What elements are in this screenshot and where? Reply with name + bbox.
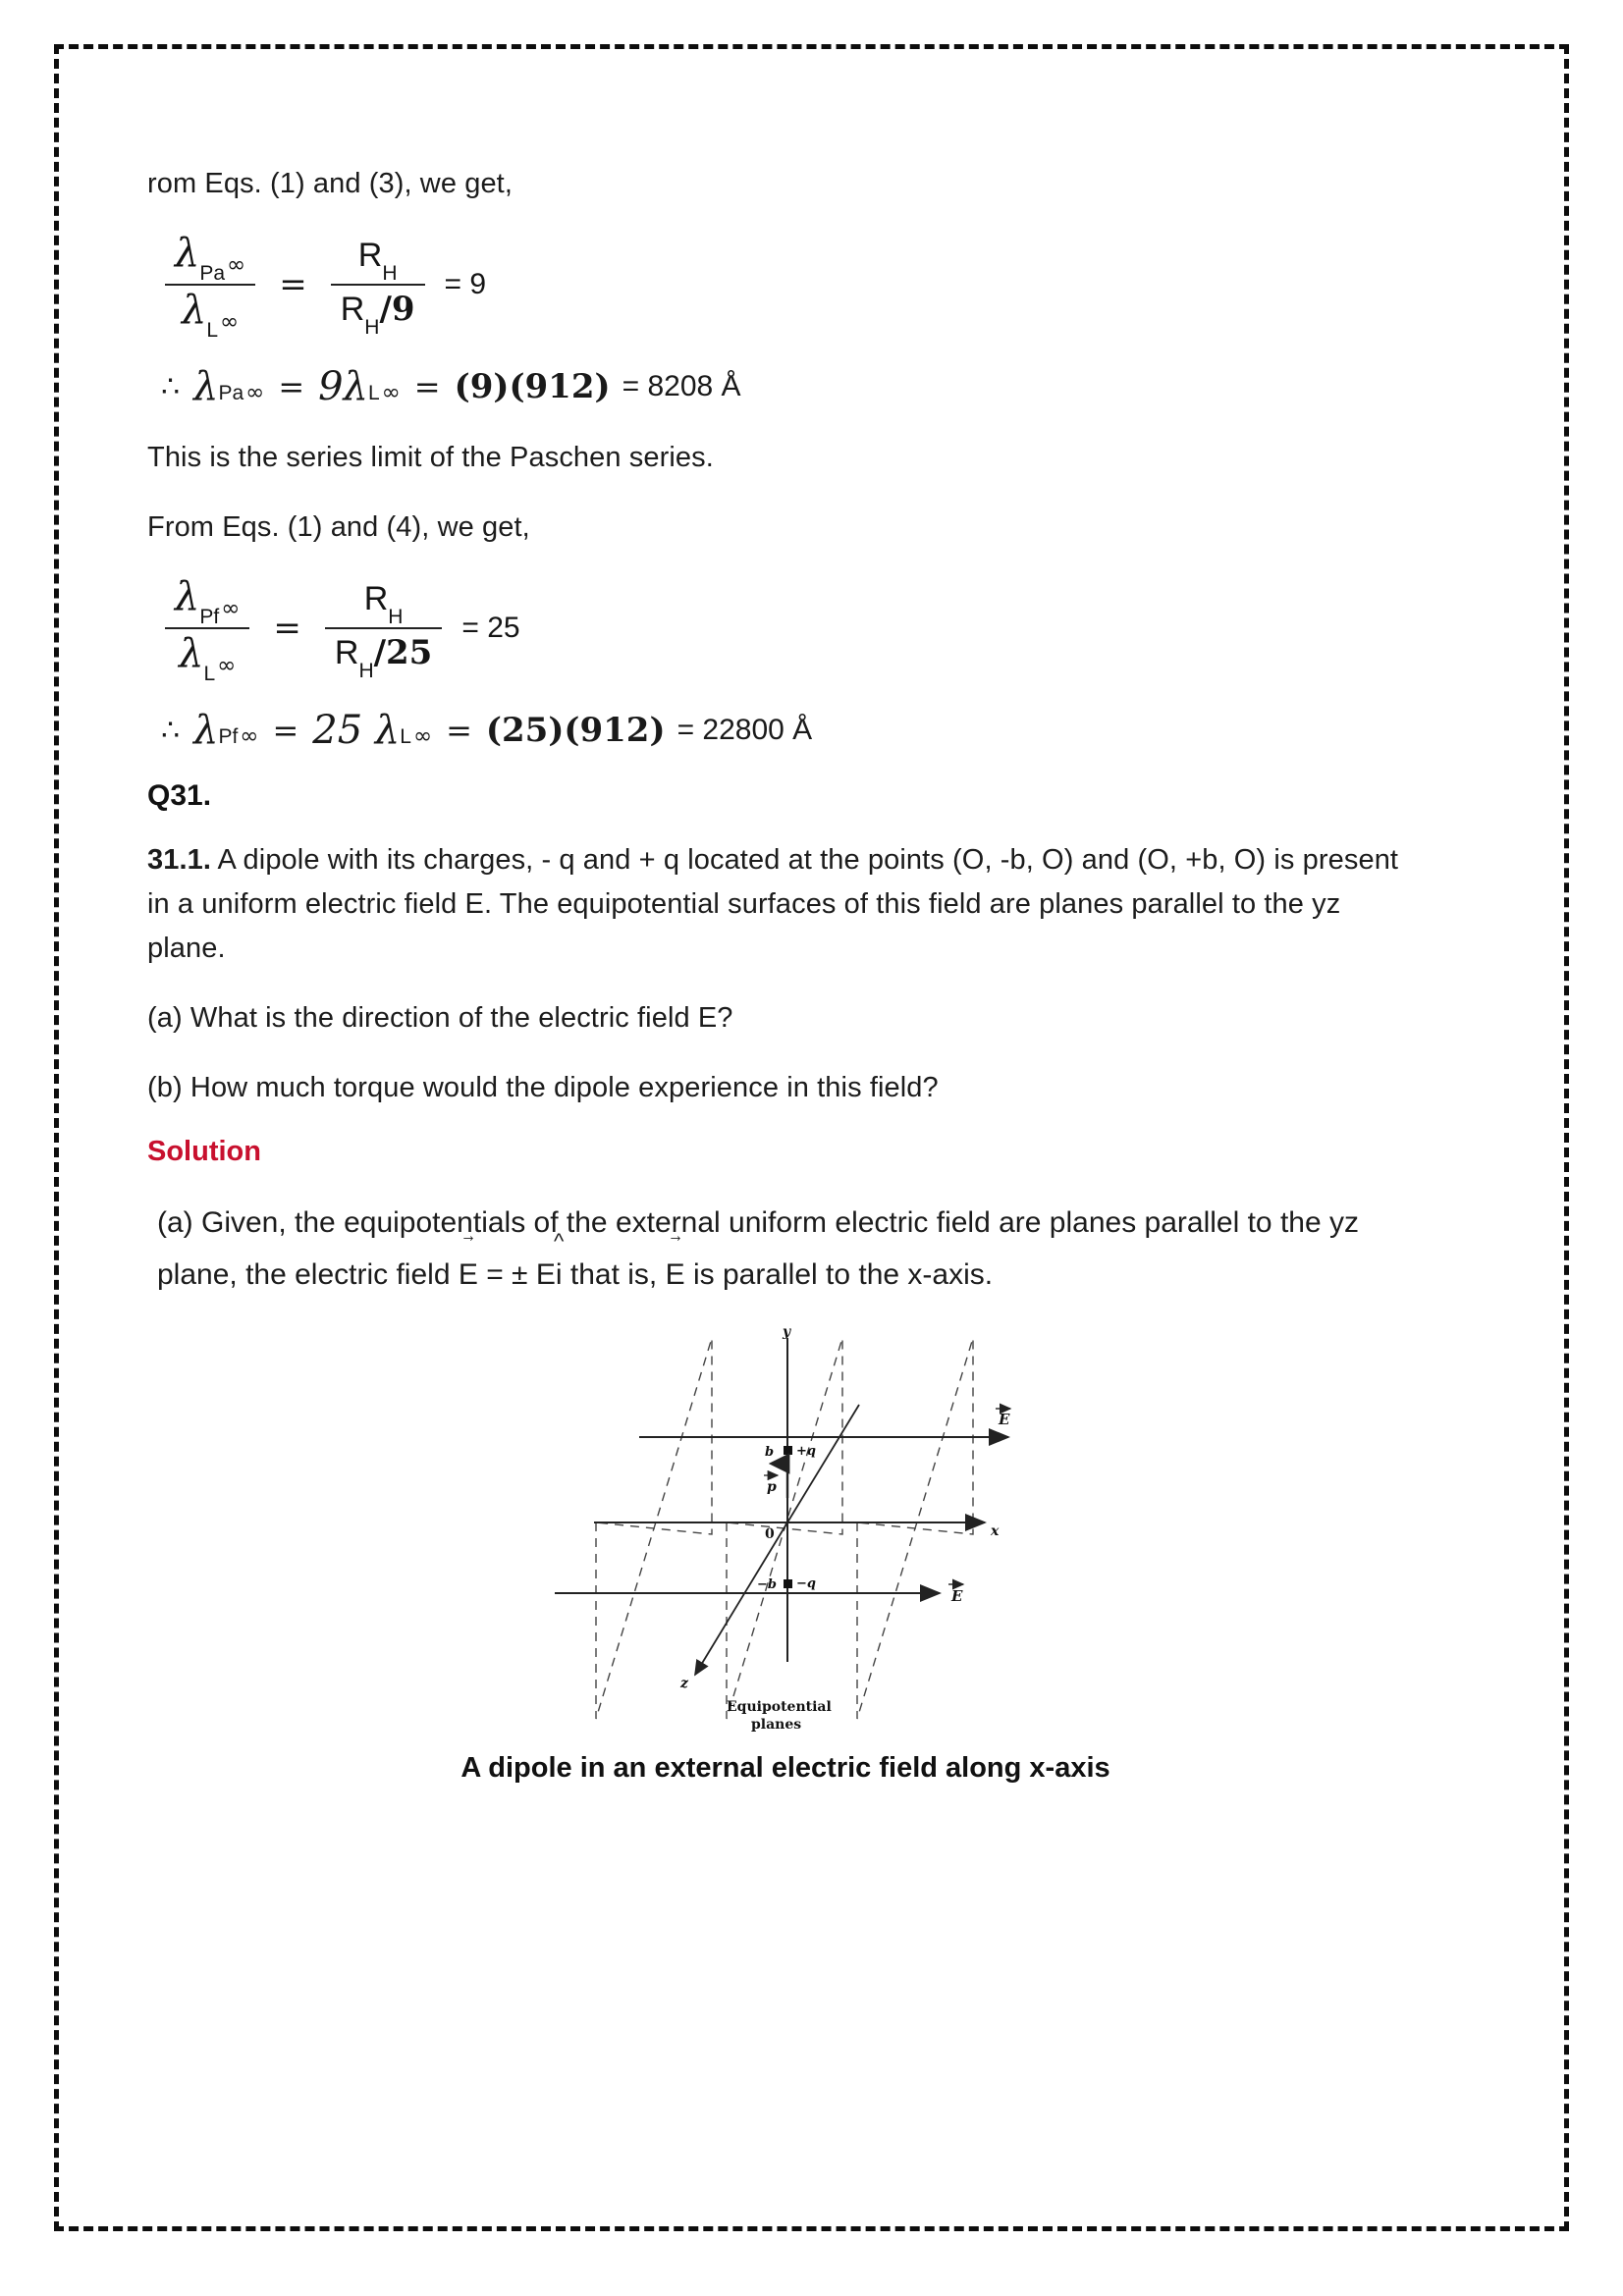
subscript: L (367, 382, 380, 405)
subscript: Pf (199, 606, 220, 629)
subscript: Pf (218, 725, 239, 749)
field-label-top-group (996, 1409, 1010, 1428)
document-content (147, 162, 1424, 1785)
infinity-symbol: ∞ (245, 380, 265, 406)
solution-heading: Solution (147, 1136, 261, 1168)
eq2-lhs-denominator (169, 631, 245, 686)
question-part-a: (a) What is the direction of the electric field E? (147, 1002, 733, 1035)
eq1-rhs-fraction (331, 235, 425, 340)
subscript: H (358, 660, 374, 683)
z-axis-label: z (680, 1676, 688, 1692)
equals-sign: = (413, 368, 441, 406)
equation-1 (161, 230, 1424, 343)
eq1-rhs-denominator (331, 289, 425, 340)
rydberg-symbol: R (363, 580, 389, 618)
negative-charge-dot (784, 1579, 792, 1588)
equals-sign: = (279, 265, 307, 305)
divisor: /25 (373, 633, 433, 673)
eq1-lhs-numerator (165, 230, 255, 285)
solution-text-part1: (a) Given, the equipotentials of the external uniform electric field are planes parallel to the yz plane, the electric field (157, 1206, 1359, 1291)
product-term: (9)(912) (454, 367, 611, 407)
x-axis-label: x (991, 1523, 1000, 1540)
b-label: b (765, 1445, 775, 1461)
question-body: A dipole with its charges, - q and + q located at the points (O, -b, O) and (O, +b, O) is present in a uniform electric field E. The equipotential surfaces of this field are planes parallel to the yz plane. (147, 844, 1399, 965)
eq1-lhs-fraction (165, 230, 255, 343)
infinity-symbol: ∞ (217, 653, 237, 679)
divisor: /9 (379, 290, 415, 330)
question-heading: Q31. (147, 779, 212, 813)
eq1-rhs-numerator (349, 235, 407, 285)
lambda-symbol: λ (175, 230, 200, 276)
rydberg-symbol: R (357, 236, 383, 274)
E-magnitude: E (535, 1257, 556, 1291)
origin-label: 0 (765, 1526, 775, 1543)
subscript: H (364, 316, 380, 340)
equipotential-plane-3 (857, 1338, 973, 1719)
infinity-symbol: ∞ (220, 309, 240, 336)
figure-caption: A dipole in an external electric field along x-axis (460, 1752, 1110, 1785)
question-part-b: (b) How much torque would the dipole experience in this field? (147, 1072, 939, 1104)
equation-2 (161, 574, 1424, 686)
subscript: L (203, 663, 216, 686)
final-value: = 22800 Å (676, 714, 813, 747)
lambda-symbol: λ (179, 631, 204, 677)
solution-text-part2: that is, (562, 1257, 666, 1291)
eq2-result: = 25 (461, 612, 520, 645)
equipotential-planes-label-line2: planes (751, 1717, 802, 1734)
fraction-bar (325, 627, 442, 629)
equipotential-planes-label-line1: Equipotential (727, 1699, 832, 1716)
rydberg-symbol: R (334, 634, 359, 672)
equals-sign: = (446, 712, 472, 750)
therefore-symbol: ∴ (161, 369, 181, 404)
field-label-bottom-group (948, 1584, 963, 1605)
eq2-rhs-numerator (354, 578, 413, 629)
eq2-lhs-numerator (165, 574, 249, 629)
subscript: L (206, 319, 219, 343)
i-hat-symbol: ^ i (556, 1250, 563, 1302)
lambda-symbol: λ (182, 288, 207, 334)
rydberg-symbol: R (340, 291, 365, 329)
z-axis-positive (787, 1405, 859, 1522)
product-term: (25)(912) (485, 711, 666, 751)
question-31-1 (147, 838, 1424, 971)
subscript: H (382, 261, 398, 285)
plus-minus: = ± (477, 1257, 536, 1291)
subscript: Pa (199, 261, 226, 285)
positive-charge-dot (784, 1446, 792, 1455)
subscript: Pa (218, 382, 244, 405)
coefficient-lambda: 9λ (318, 364, 368, 410)
subscript: L (400, 725, 411, 749)
intro-line: rom Eqs. (1) and (3), we get, (147, 168, 513, 199)
coefficient-lambda: 25 λ (312, 708, 401, 754)
equipotential-plane-1 (596, 1338, 712, 1719)
vector-E-symbol-2: → E (666, 1250, 685, 1302)
equation-2-result (161, 708, 1424, 754)
fraction-bar (331, 284, 425, 286)
infinity-symbol: ∞ (221, 596, 241, 622)
vector-E-symbol: → E (459, 1250, 478, 1302)
eq2-lhs-fraction (165, 574, 249, 686)
field-label-bottom: E (951, 1587, 963, 1606)
field-label-top: E (999, 1411, 1010, 1429)
solution-text (147, 1198, 1424, 1301)
infinity-symbol: ∞ (381, 380, 401, 406)
eq2-rhs-fraction (325, 578, 442, 683)
subscript: H (388, 606, 404, 629)
question-number: 31.1. (147, 844, 211, 877)
solution-text-part3: is parallel to the x-axis. (684, 1257, 994, 1291)
lambda-symbol: λ (193, 364, 219, 410)
negative-charge-label: −q (796, 1576, 816, 1592)
figure-block (147, 1326, 1424, 1785)
eq1-result: = 9 (444, 268, 487, 301)
equation-1-result (161, 364, 1424, 410)
dipole-moment-label-group (764, 1475, 778, 1495)
equals-sign: = (272, 712, 299, 750)
lambda-symbol: λ (175, 574, 200, 620)
equals-sign: = (278, 368, 305, 406)
from-eqs-line: From Eqs. (1) and (4), we get, (147, 511, 530, 544)
lambda-symbol: λ (193, 708, 219, 754)
y-axis-label: y (783, 1326, 791, 1341)
dipole-moment-label: p (767, 1479, 777, 1496)
dipole-electric-field-diagram (555, 1326, 1016, 1738)
neg-b-label: −b (757, 1577, 777, 1593)
infinity-symbol: ∞ (412, 723, 433, 750)
final-value: = 8208 Å (622, 370, 741, 403)
equals-sign: = (273, 609, 301, 649)
infinity-symbol: ∞ (227, 251, 246, 278)
eq1-lhs-denominator (172, 288, 248, 343)
eq2-rhs-denominator (325, 632, 442, 683)
paschen-note: This is the series limit of the Paschen series. (147, 442, 714, 474)
positive-charge-label: +q (796, 1444, 816, 1460)
therefore-symbol: ∴ (161, 713, 181, 748)
infinity-symbol: ∞ (240, 723, 259, 750)
z-axis (695, 1522, 787, 1675)
